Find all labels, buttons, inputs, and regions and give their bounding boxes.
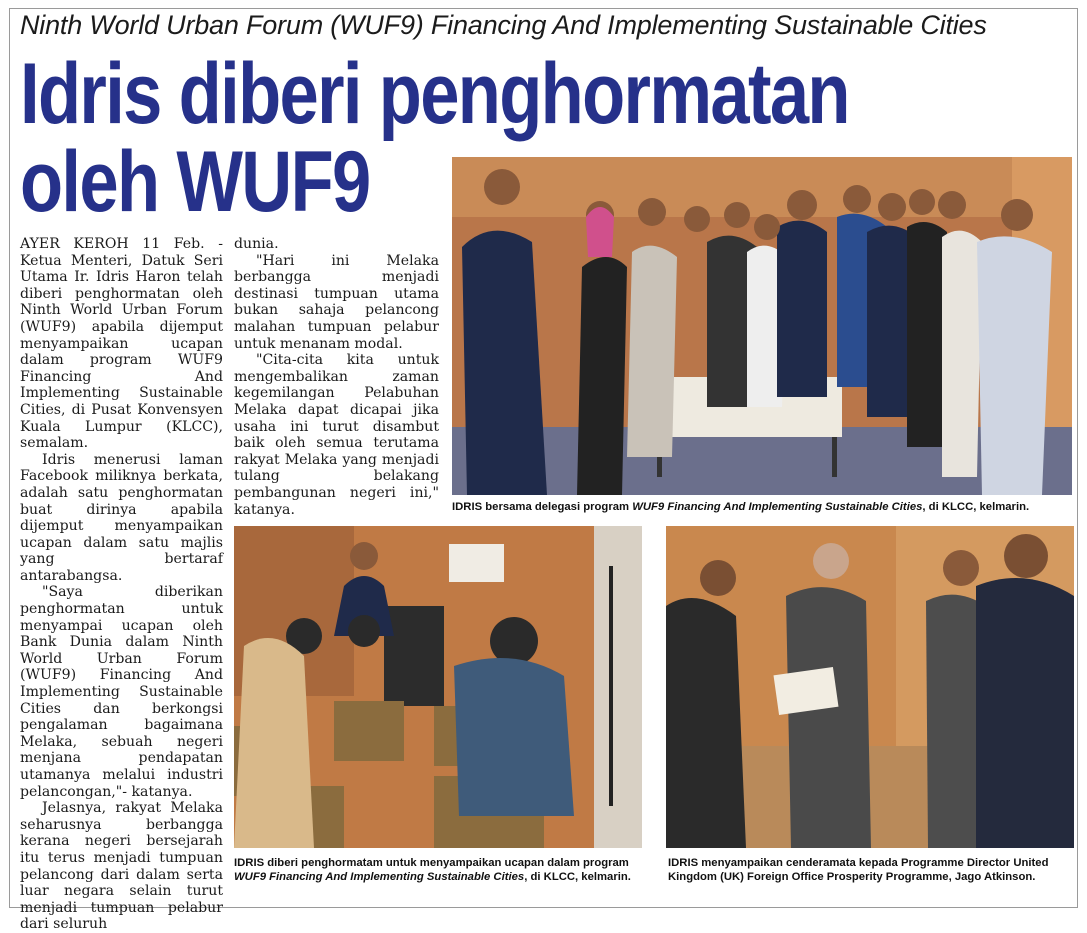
group-photo — [452, 157, 1072, 495]
article-column-1 — [20, 236, 223, 933]
paragraph: AYER KEROH 11 Feb. - Ketua Menteri, Datuk Seri Utama Ir. Idris Haron telah diberi penghormatan oleh Ninth World Urban Forum (WUF9) apabila dijemput menyampaikan ucapan dalam program WUF9 Financing And Implementing Sustainable Cities, di Pusat Konvensyen Kuala Lumpur (KLCC), semalam. — [20, 236, 223, 452]
gift-photo-caption: IDRIS menyampaikan cenderamata kepada Programme Director United Kingdom (UK) Foreign Office Prosperity Programme, Jago Atkinson. — [668, 857, 1049, 883]
speech-photo-caption — [234, 856, 646, 884]
caption-text: IDRIS diberi penghormatam untuk menyampaikan ucapan dalam program — [234, 857, 629, 869]
paragraph: Jelasnya, rakyat Melaka seharusnya berbangga kerana negeri bersejarah itu terus menjadi tumpuan pelancong dari dalam serta luar negara selain turut menjadi tumpuan pelabur dari seluruh — [20, 800, 223, 933]
article-column-2 — [234, 236, 439, 518]
headline-line-2: oleh WUF9 — [20, 134, 370, 230]
paragraph: "Saya diberikan penghormatan untuk menyampai ucapan oleh Bank Dunia dalam Ninth World Urban Forum (WUF9) Financing And Implementing Sustainable Cities dan berkongsi pengalaman bagaimana Melaka, sebuah negeri menjana pendapatan utamanya melalui industri pelancongan,"- katanya. — [20, 584, 223, 800]
paragraph: "Hari ini Melaka berbangga menjadi destinasi tumpuan utama bukan sahaja pelancong malahan tumpuan pelabur untuk menanam modal. — [234, 252, 439, 352]
caption-italic: WUF9 Financing And Implementing Sustainable Cities — [234, 871, 525, 883]
paragraph: dunia. — [234, 236, 279, 252]
caption-text: , di KLCC, kelmarin. — [524, 871, 631, 883]
speech-photo — [234, 526, 642, 848]
gift-photo — [666, 526, 1074, 848]
caption-text: , di KLCC, kelmarin. — [922, 501, 1030, 513]
caption-text: IDRIS bersama delegasi program — [452, 501, 633, 513]
paragraph: "Cita-cita kita untuk mengembalikan zaman kegemilangan Pelabuhan Melaka dapat dicapai jika usaha ini turut disambut baik oleh semua terutama rakyat Melaka yang menjadi tulang belakang pembangunan negeri ini," katanya. — [234, 352, 439, 518]
headline-line-1: Idris diberi penghormatan — [20, 46, 849, 142]
paragraph: Idris menerusi laman Facebook miliknya berkata, adalah satu penghormatan buat dirinya apabila dijemput menyampaikan ucapan dalam satu majlis yang bertaraf antarabangsa. — [20, 451, 223, 584]
group-photo-caption — [452, 500, 1077, 514]
caption-italic: WUF9 Financing And Implementing Sustainable Cities — [632, 501, 923, 513]
kicker: Ninth World Urban Forum (WUF9) Financing And Implementing Sustainable Cities — [20, 10, 987, 40]
